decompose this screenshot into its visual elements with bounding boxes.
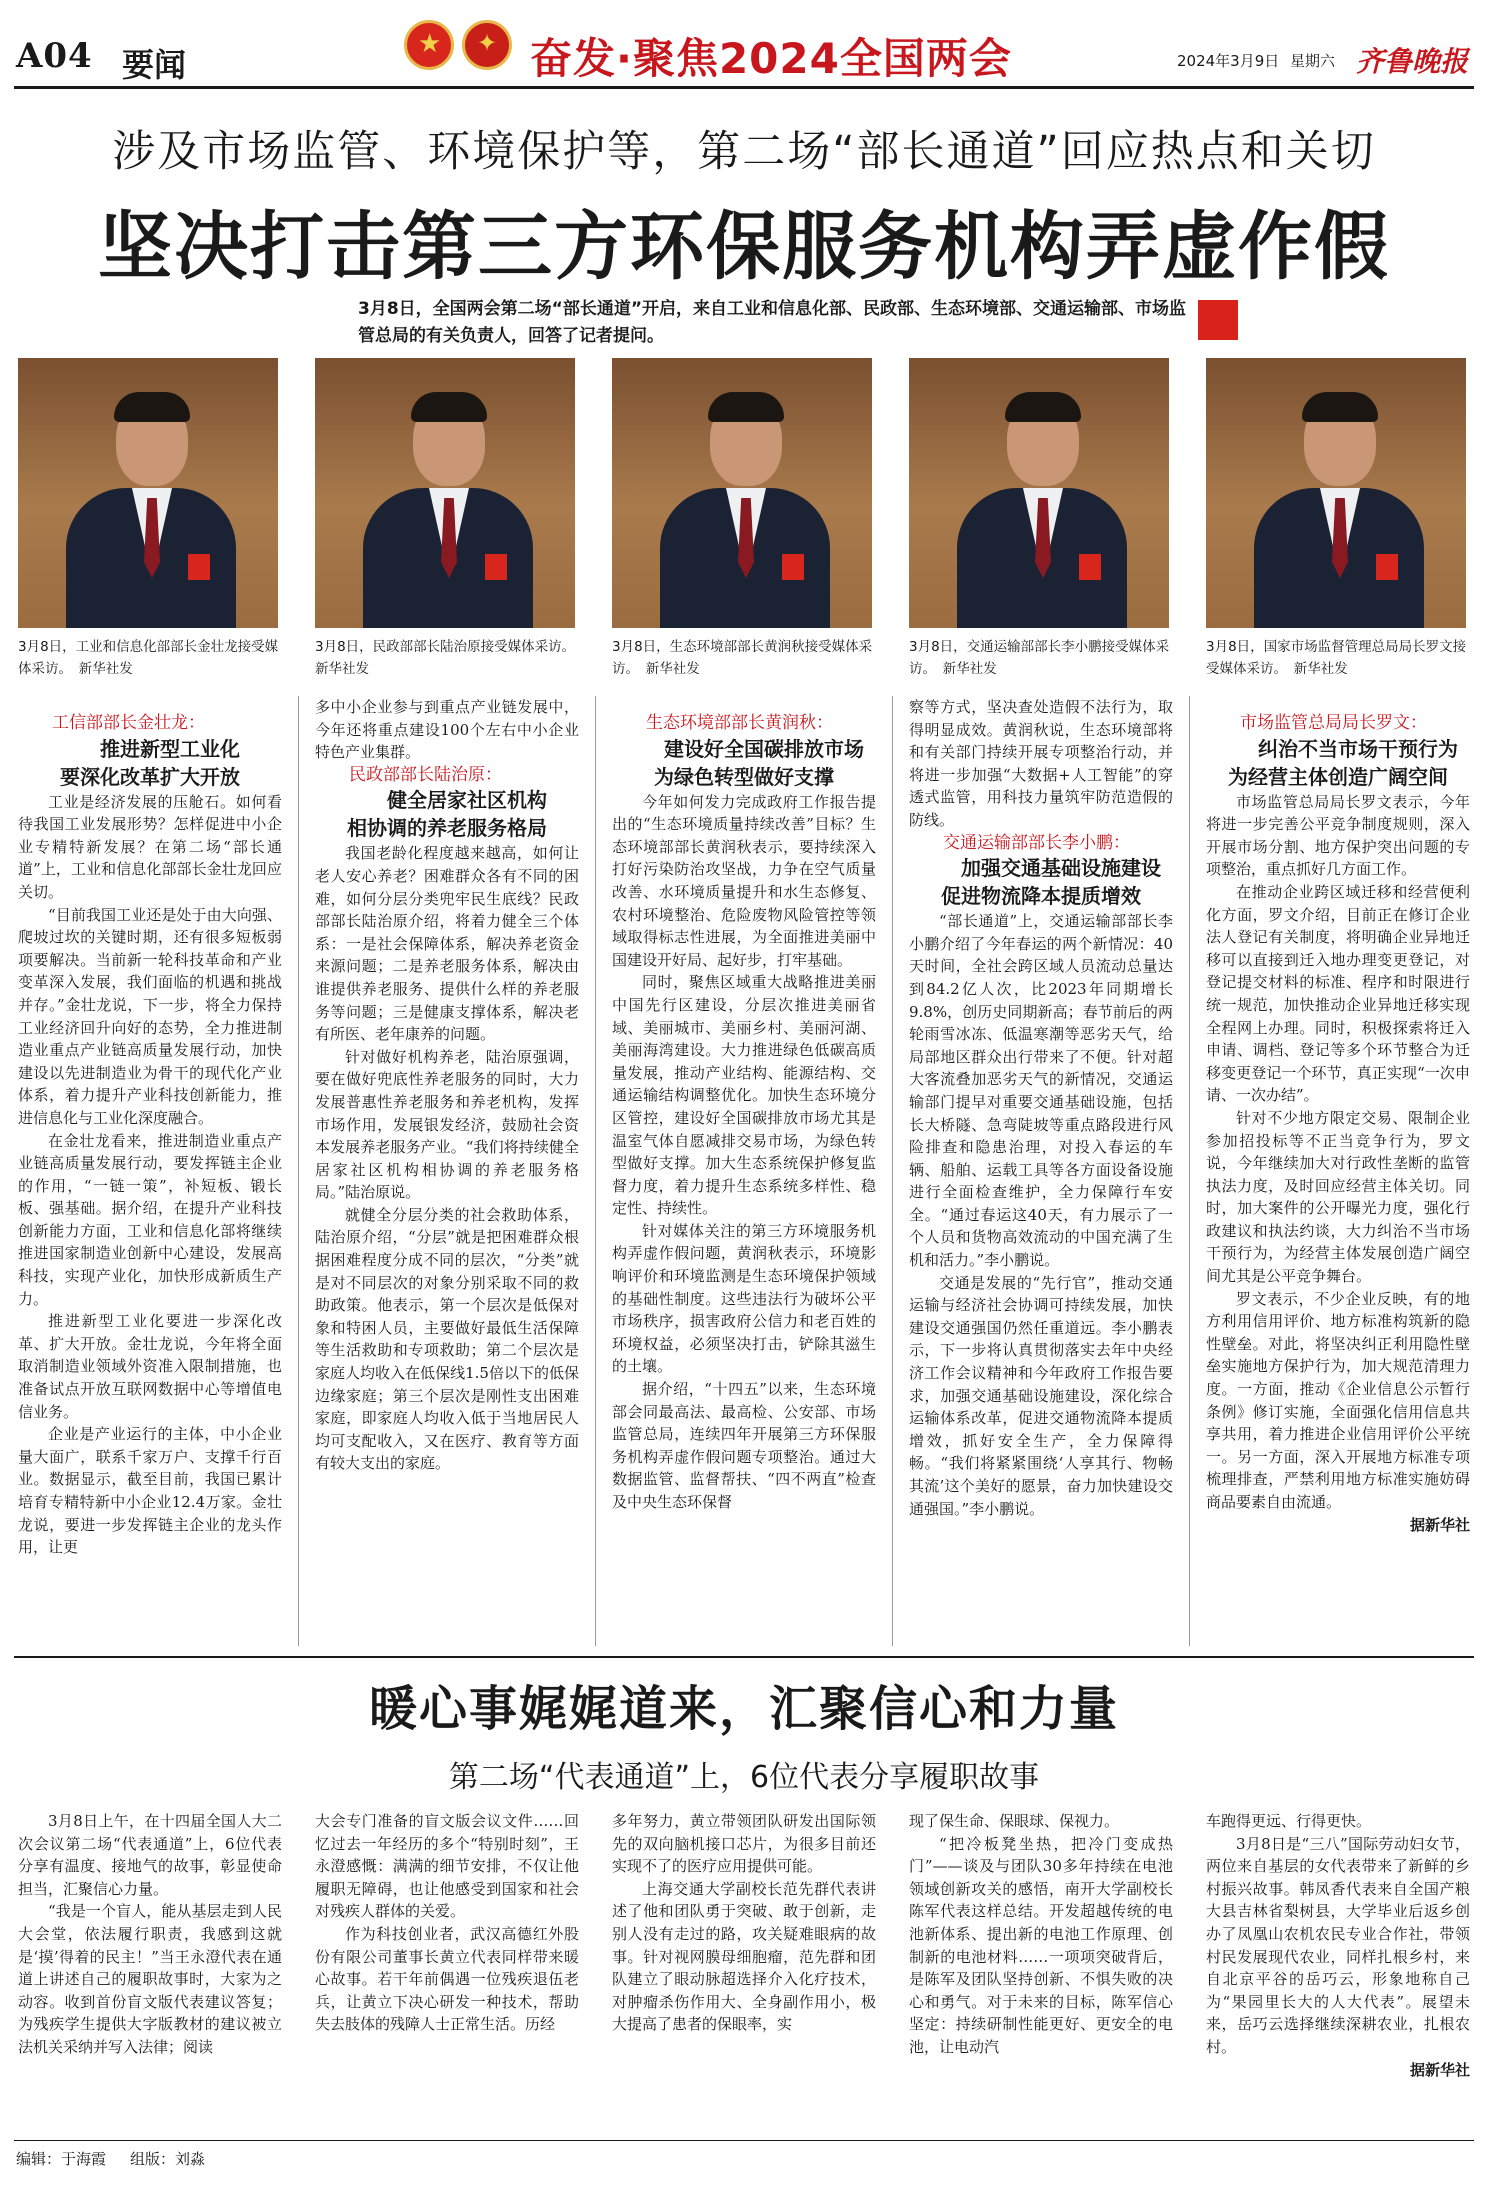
- source-credit: 据新华社: [1409, 1515, 1470, 1534]
- photo-jin-zhuanglong: [18, 358, 278, 628]
- paragraph: 大会专门准备的盲文版会议文件……回忆过去一年经历的多个“特别时刻”，王永澄感慨：满满的细节安排，不仅让他履职无障碍，也让他感受到国家和社会对残疾人群体的关爱。: [315, 1812, 579, 1921]
- paragraph: “我是一个盲人，能从基层走到人民大会堂，依法履行职责，我感到这就是‘摸’得着的民主！”当王永澄代表在通道上讲述自己的履职故事时，大家为之动容。收到首份盲文版代表建议答复；为残疾学生提供大字版教材的建议被立法机关采纳并写入法律；阅读: [18, 1902, 282, 2056]
- photo-huang-runqiu: [612, 358, 872, 628]
- column-kicker: 交通运输部部长李小鹏：: [943, 832, 1130, 853]
- story2-title: 暖心事娓娓道来，汇聚信心和力量: [368, 1681, 1119, 1737]
- photo-li-xiaopeng: [909, 358, 1169, 628]
- photo-luo-wen: [1206, 358, 1466, 628]
- column-title: 健全居家社区机构 相协调的养老服务格局: [347, 788, 547, 841]
- paragraph: “把冷板凳坐热，把冷门变成热门”——谈及与团队30多年持续在电池领域创新攻关的感悟，南开大学副校长陈军代表这样总结。开发超越传统的电池新体系、提出新的电池工作原理、创制新的电池材料……一项项突破背后，是陈军及团队坚持创新、不惧失败的决心和勇气。对于未来的目标，陈军信心坚定：持续研制性能更好、更安全的电池，让电动汽: [909, 1834, 1173, 2056]
- column-rule: [298, 696, 299, 1646]
- article-column-4: [909, 696, 1173, 1520]
- cppcc-emblem-icon: [462, 20, 512, 70]
- column-title: 纠治不当市场干预行为 为经营主体创造广阔空间: [1228, 736, 1458, 789]
- paragraph: “部长通道”上，交通运输部部长李小鹏介绍了今年春运的两个新情况：40天时间，全社会跨区域人员流动总量达到84.2亿人次，比2023年同期增长9.8%，创历史同期新高；春节前后的两轮雨雪冰冻、低温寒潮等恶劣天气，给局部地区群众出行带来了不便。针对超大客流叠加恶劣天气的新情况，交通运输部门提早对重要交通基础设施，包括长大桥隧、急弯陡坡等重点路段进行风险排查和隐患治理，对投入春运的车辆、船舶、运载工具等各方面设备设施进行全面检查维护，全力保障行车安全。“通过春运这40天，有力展示了一个人员和货物高效流动的中国充满了生机和活力。”李小鹏说。: [909, 912, 1173, 1270]
- story2-column-2: [315, 1810, 579, 2036]
- photo-lu-zhiyuan: [315, 358, 575, 628]
- story2-column-4: [909, 1810, 1173, 2059]
- section-name: 要闻: [122, 46, 187, 84]
- red-marker-icon: [1198, 300, 1238, 340]
- story2-subtitle: 第二场“代表通道”上，6位代表分享履职故事: [448, 1760, 1040, 1795]
- paragraph: 3月8日上午，在十四届全国人大二次会议第二场“代表通道”上，6位代表分享有温度、接地气的故事，彰显使命担当，汇聚信心力量。: [18, 1812, 282, 1898]
- paragraph: 今年如何发力完成政府工作报告提出的“生态环境质量持续改善”目标？生态环境部部长黄润秋表示，要持续深入打好污染防治攻坚战，力争在空气质量改善、水环境质量提升和水生态修复、农村环境整治、危险废物风险管控等领域取得标志性进展，为全面推进美丽中国建设开好局、起好步，打牢基础。: [612, 792, 876, 969]
- paragraph: 我国老龄化程度越来越高，如何让老人安心养老？困难群众各有不同的困难，如何分层分类兜牢民生底线？民政部部长陆治原介绍，将着力健全三个体系：一是社会保障体系，解决养老资金来源问题；二是养老服务体系，解决由谁提供养老服务、提供什么样的养老服务等问题；三是健康支撑体系，解决老有所医、老年康养的问题。: [315, 844, 579, 1044]
- story1-title: 坚决打击第三方环保服务机构弄虚作假: [98, 204, 1390, 290]
- story1-lead: 3月8日，全国两会第二场“部长通道”开启，来自工业和信息化部、民政部、生态环境部、交通运输部、市场监管总局的有关负责人，回答了记者提问。: [358, 299, 1187, 346]
- column-rule: [892, 696, 893, 1646]
- paragraph: 多中小企业参与到重点产业链发展中，今年还将重点建设100个左右中小企业特色产业集群。: [315, 698, 579, 762]
- paragraph: 3月8日是“三八”国际劳动妇女节，两位来自基层的女代表带来了新鲜的乡村振兴故事。韩凤香代表来自全国产粮大县吉林省梨树县，大学毕业后返乡创办了凤凰山农机农民专业合作社，带领村民发展现代农业，同样扎根乡村，来自北京平谷的岳巧云，形象地称自己为“果园里长大的人大代表”。展望未来，岳巧云选择继续深耕农业，扎根农村。: [1206, 1834, 1470, 2056]
- article-column-3: [612, 712, 876, 1514]
- paragraph: 作为科技创业者，武汉高德红外股份有限公司董事长黄立代表同样带来暖心故事。若干年前偶遇一位残疾退伍老兵，让黄立下决心研发一种技术，帮助失去肢体的残障人士正常生活。历经: [315, 1924, 579, 2034]
- photo-caption: 3月8日，民政部部长陆治原接受媒体采访。 新华社发: [315, 639, 582, 677]
- paragraph: 推进新型工业化要进一步深化改革、扩大开放。金壮龙说，今年将全面取消制造业领域外资准入限制措施，也准备试点开放互联网数据中心等增值电信业务。: [18, 1312, 282, 1421]
- story2-column-5: [1206, 1810, 1470, 2081]
- editor-credit: 编辑：于海霞: [16, 2150, 107, 2168]
- paragraph: 据介绍，“十四五”以来，生态环境部会同最高法、最高检、公安部、市场监管总局，连续四年开展第三方环保服务机构弄虚作假问题专项整治。通过大数据监管、监督帮扶、“四不两直”检查及中央生态环保督: [612, 1380, 876, 1511]
- paragraph: 车跑得更远、行得更快。: [1206, 1812, 1372, 1830]
- story2-column-3: [612, 1810, 876, 2036]
- story2-column-1: [18, 1810, 282, 2059]
- photo-caption: 3月8日，工业和信息化部部长金壮龙接受媒体采访。 新华社发: [18, 639, 279, 677]
- column-kicker: 市场监管总局局长罗文：: [1240, 713, 1427, 733]
- paragraph: 针对做好机构养老，陆治原强调，要在做好兜底性养老服务的同时，大力发展普惠性养老服务和养老机构，发挥市场作用，发展银发经济，鼓励社会资本发展养老服务产业。“我们将持续健全居家社区机构相协调的养老服务格局。”陆治原说。: [315, 1047, 579, 1202]
- story-divider: [14, 1656, 1474, 1658]
- column-title: 建设好全国碳排放市场 为绿色转型做好支撑: [654, 736, 864, 789]
- paragraph: 罗文表示，不少企业反映，有的地方利用信用评价、地方标准构筑新的隐性壁垒。对此，将坚决纠正利用隐性壁垒实施地方保护行为，加大规范清理力度。一方面，推动《企业信息公示暂行条例》修订实施，全面强化信用信息共享共用，着力推进企业信用评价公平统一。另一方面，深入开展地方标准专项梳理排查，严禁利用地方标准实施妨碍商品要素自由流通。: [1206, 1289, 1470, 1511]
- paragraph: 在金壮龙看来，推进制造业重点产业链高质量发展行动，要发挥链主企业的作用，“一链一策”，补短板、锻长板、强基础。据介绍，在提升产业科技创新能力方面，工业和信息化部将继续推进国家制造业创新中心建设，发展高科技，实现产业化，加快形成新质生产力。: [18, 1131, 282, 1308]
- paragraph: 针对不少地方限定交易、限制企业参加招投标等不正当竞争行为，罗文说，今年继续加大对行政性垄断的监管执法力度，及时回应经营主体关切。同时，加大案件的公开曝光力度，强化行政建议和执法约谈，大力纠治不当市场干预行为，为经营主体发展创造广阔空间尤其是公平竞争舞台。: [1206, 1108, 1470, 1286]
- paragraph: 上海交通大学副校长范先群代表讲述了他和团队勇于突破、敢于创新，走别人没有走过的路，攻关疑难眼病的故事。针对视网膜母细胞瘤，范先群和团队建立了眼动脉超选择介入化疗技术，对肿瘤杀伤作用大、全身副作用小，极大提高了患者的保眼率，实: [612, 1879, 876, 2034]
- photo-caption: 3月8日，国家市场监督管理总局局长罗文接受媒体采访。 新华社发: [1206, 639, 1467, 677]
- special-banner: 奋发·聚焦2024全国两会: [530, 34, 1012, 83]
- photo-caption: 3月8日，生态环境部部长黄润秋接受媒体采访。 新华社发: [612, 639, 873, 677]
- column-title: 加强交通基础设施建设 促进物流降本提质增效: [941, 856, 1161, 909]
- paragraph: “目前我国工业还是处于由大向强、爬坡过坎的关键时期，还有很多短板弱项要解决。当前新一轮科技革命和产业变革深入发展，我们面临的机遇和挑战并存。”金壮龙说，下一步，将全力保持工业经济回升向好的态势，全力推进制造业重点产业链高质量发展行动，加快建设以先进制造业为骨干的现代化产业体系，着力提升产业科技创新能力，推进信息化与工业化深度融合。: [18, 905, 282, 1127]
- paragraph: 多年努力，黄立带领团队研发出国际领先的双向脑机接口芯片，为很多目前还实现不了的医疗应用提供可能。: [612, 1812, 876, 1876]
- paragraph: 针对媒体关注的第三方环境服务机构弄虚作假问题，黄润秋表示，环境影响评价和环境监测是生态环境保护领域的基础性制度。这些违法行为破坏公平市场秩序，损害政府公信力和老百姓的环境权益，必须坚决打击，铲除其滋生的土壤。: [612, 1221, 876, 1376]
- article-column-2: [315, 696, 579, 1475]
- page-number: A04: [16, 36, 93, 76]
- paragraph: 察等方式，坚决查处造假不法行为，取得明显成效。黄润秋说，生态环境部将和有关部门持续开展专项整治行动，并将进一步加强“大数据+人工智能”的穿透式监管，用科技力量筑牢防范造假的防线。: [909, 698, 1173, 829]
- paragraph: 同时，聚焦区域重大战略推进美丽中国先行区建设，分层次推进美丽省域、美丽城市、美丽乡村、美丽河湖、美丽海湾建设。大力推进绿色低碳高质量发展，推动产业结构、能源结构、交通运输结构调整优化。加快生态环境分区管控，建设好全国碳排放市场尤其是温室气体自愿减排交易市场，为绿色转型做好支撑。加大生态系统保护修复监督力度，着力提升生态系统多样性、稳定性、持续性。: [612, 973, 876, 1218]
- header-rule: [14, 86, 1474, 89]
- story1-kicker: 涉及市场监管、环境保护等，第二场“部长通道”回应热点和关切: [112, 127, 1376, 177]
- column-rule: [1189, 696, 1190, 1646]
- column-kicker: 生态环境部部长黄润秋：: [646, 713, 833, 733]
- paragraph: 市场监管总局局长罗文表示，今年将进一步完善公平竞争制度规则，深入开展市场分割、地方保护突出问题的专项整治，重点抓好几方面工作。: [1206, 792, 1470, 879]
- paragraph: 交通是发展的“先行官”，推动交通运输与经济社会协调可持续发展，加快建设交通强国仍然任重道远。李小鹏表示，下一步将认真贯彻落实去年中央经济工作会议精神和今年政府工作报告要求，加强交通基础设施建设，深化综合运输体系改革，促进交通物流降本提质增效，抓好安全生产，全力保障得畅。“我们将紧紧围绕‘人享其行、物畅其流’这个美好的愿景，奋力加快建设交通强国。”李小鹏说。: [909, 1273, 1173, 1518]
- footer-rule: [14, 2140, 1474, 2141]
- column-kicker: 民政部部长陆治原：: [349, 764, 502, 785]
- column-title: 推进新型工业化 要深化改革扩大开放: [60, 736, 240, 789]
- column-kicker: 工信部部长金壮龙：: [52, 713, 205, 733]
- paragraph: 现了保生命、保眼球、保视力。: [909, 1812, 1120, 1830]
- issue-weekday: 星期六: [1290, 52, 1336, 70]
- national-emblem-icon: [404, 20, 454, 70]
- source-credit: 据新华社: [1409, 2060, 1470, 2079]
- paragraph: 企业是产业运行的主体，中小企业量大面广，联系千家万户、支撑千行百业。数据显示，截至目前，我国已累计培育专精特新中小企业12.4万家。金壮龙说，要进一步发挥链主企业的龙头作用，让更: [18, 1425, 282, 1557]
- issue-date: 2024年3月9日: [1177, 52, 1280, 70]
- paragraph: 工业是经济发展的压舱石。如何看待我国工业发展形势？怎样促进中小企业专精特新发展？在第二场“部长通道”上，工业和信息化部部长金壮龙回应关切。: [18, 792, 282, 901]
- layout-credit: 组版：刘淼: [130, 2150, 206, 2168]
- photo-caption: 3月8日，交通运输部部长李小鹏接受媒体采访。 新华社发: [909, 639, 1170, 677]
- article-column-5: [1206, 712, 1470, 1536]
- article-column-1: [18, 712, 282, 1559]
- paragraph: 在推动企业跨区域迁移和经营便利化方面，罗文介绍，目前正在修订企业法人登记有关制度，将明确企业异地迁移可以直接到迁入地办理变更登记，对登记提交材料的标准、程序和时限进行统一规范，加快推动企业异地迁移实现全程网上办理。同时，积极探索将迁入申请、调档、登记等多个环节整合为迁移变更登记一个环节，真正实现“一次申请、一次办结”。: [1206, 882, 1470, 1105]
- newspaper-logo: 齐鲁晚报: [1356, 45, 1469, 78]
- paragraph: 就健全分层分类的社会救助体系，陆治原介绍，“分层”就是把困难群众根据困难程度分成不同的层次，“分类”就是对不同层次的对象分别采取不同的救助政策。他表示，第一个层次是低保对象和特困人员，主要做好最低生活保障等生活救助和专项救助；第二个层次是家庭人均收入在低保线1.5倍以下的低保边缘家庭；第三个层次是刚性支出困难家庭，即家庭人均收入低于当地居民人均可支配收入，又在医疗、教育等方面有较大支出的家庭。: [315, 1205, 579, 1473]
- column-rule: [595, 696, 596, 1646]
